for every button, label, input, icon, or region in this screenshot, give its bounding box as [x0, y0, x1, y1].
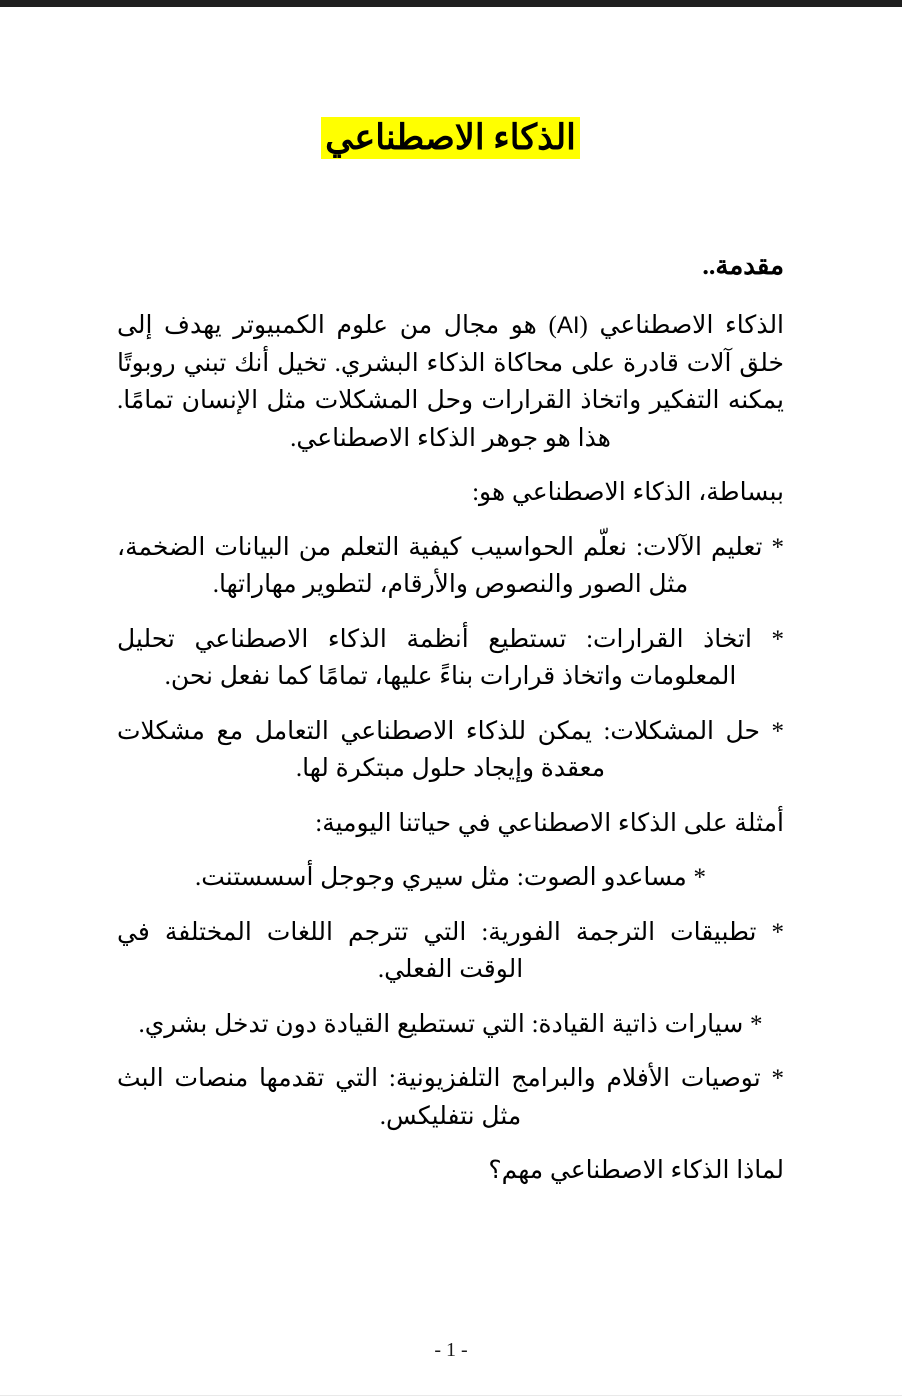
- example-bullet-streaming-recommendations: * توصيات الأفلام والبرامج التلفزيونية: التي تقدمها منصات البث مثل نتفليكس.: [117, 1065, 784, 1130]
- section-heading-intro: مقدمة..: [702, 250, 784, 280]
- page-title: الذكاء الاصطناعي: [321, 117, 580, 159]
- document-page: [0, 7, 902, 1396]
- intro-paragraph-rest: ) هو مجال من علوم الكمبيوتر يهدف إلى خلق آلات قادرة على محاكاة الذكاء البشري. تخيل أنك تبني روبوتًا يمكنه التفكير واتخاذ القرارات وحل المشكلات مثل الإنسان تمامًا. هذا هو جوهر الذكاء الاصطناعي.: [117, 312, 784, 452]
- intro-paragraph: [117, 307, 784, 457]
- examples-lead-line: أمثلة على الذكاء الاصطناعي في حياتنا اليومية:: [315, 809, 784, 837]
- intro-paragraph-prefix: الذكاء الاصطناعي (: [579, 312, 785, 340]
- simply-lead-line: ببساطة، الذكاء الاصطناعي هو:: [472, 479, 784, 507]
- example-bullet-translation-apps: * تطبيقات الترجمة الفورية: التي تترجم اللغات المختلفة في الوقت الفعلي.: [117, 918, 784, 984]
- page-title-container: [117, 115, 784, 161]
- page-content: [0, 7, 902, 1190]
- definition-bullet-problem-solving: * حل المشكلات: يمكن للذكاء الاصطناعي التعامل مع مشكلات معقدة وإيجاد حلول مبتكرة لها.: [117, 717, 784, 783]
- page-number-footer: - 1 -: [434, 1339, 468, 1361]
- example-bullet-voice-assistants: * مساعدو الصوت: مثل سيري وجوجل أسسستنت.: [195, 864, 706, 892]
- top-window-bar: [0, 0, 902, 7]
- closing-question-line: لماذا الذكاء الاصطناعي مهم؟: [488, 1157, 784, 1185]
- example-bullet-self-driving-cars: * سيارات ذاتية القيادة: التي تستطيع القيادة دون تدخل بشري.: [138, 1010, 763, 1038]
- definition-bullet-machine-learning: * تعليم الآلات: نعلّم الحواسيب كيفية التعلم من البيانات الضخمة، مثل الصور والنصوص والأرقام، لتطوير مهاراتها.: [117, 533, 784, 599]
- definition-bullet-decision-making: * اتخاذ القرارات: تستطيع أنظمة الذكاء الاصطناعي تحليل المعلومات واتخاذ قرارات بناءً عليها، تمامًا كما نفعل نحن.: [117, 625, 784, 691]
- intro-paragraph-acronym: AI: [556, 312, 580, 340]
